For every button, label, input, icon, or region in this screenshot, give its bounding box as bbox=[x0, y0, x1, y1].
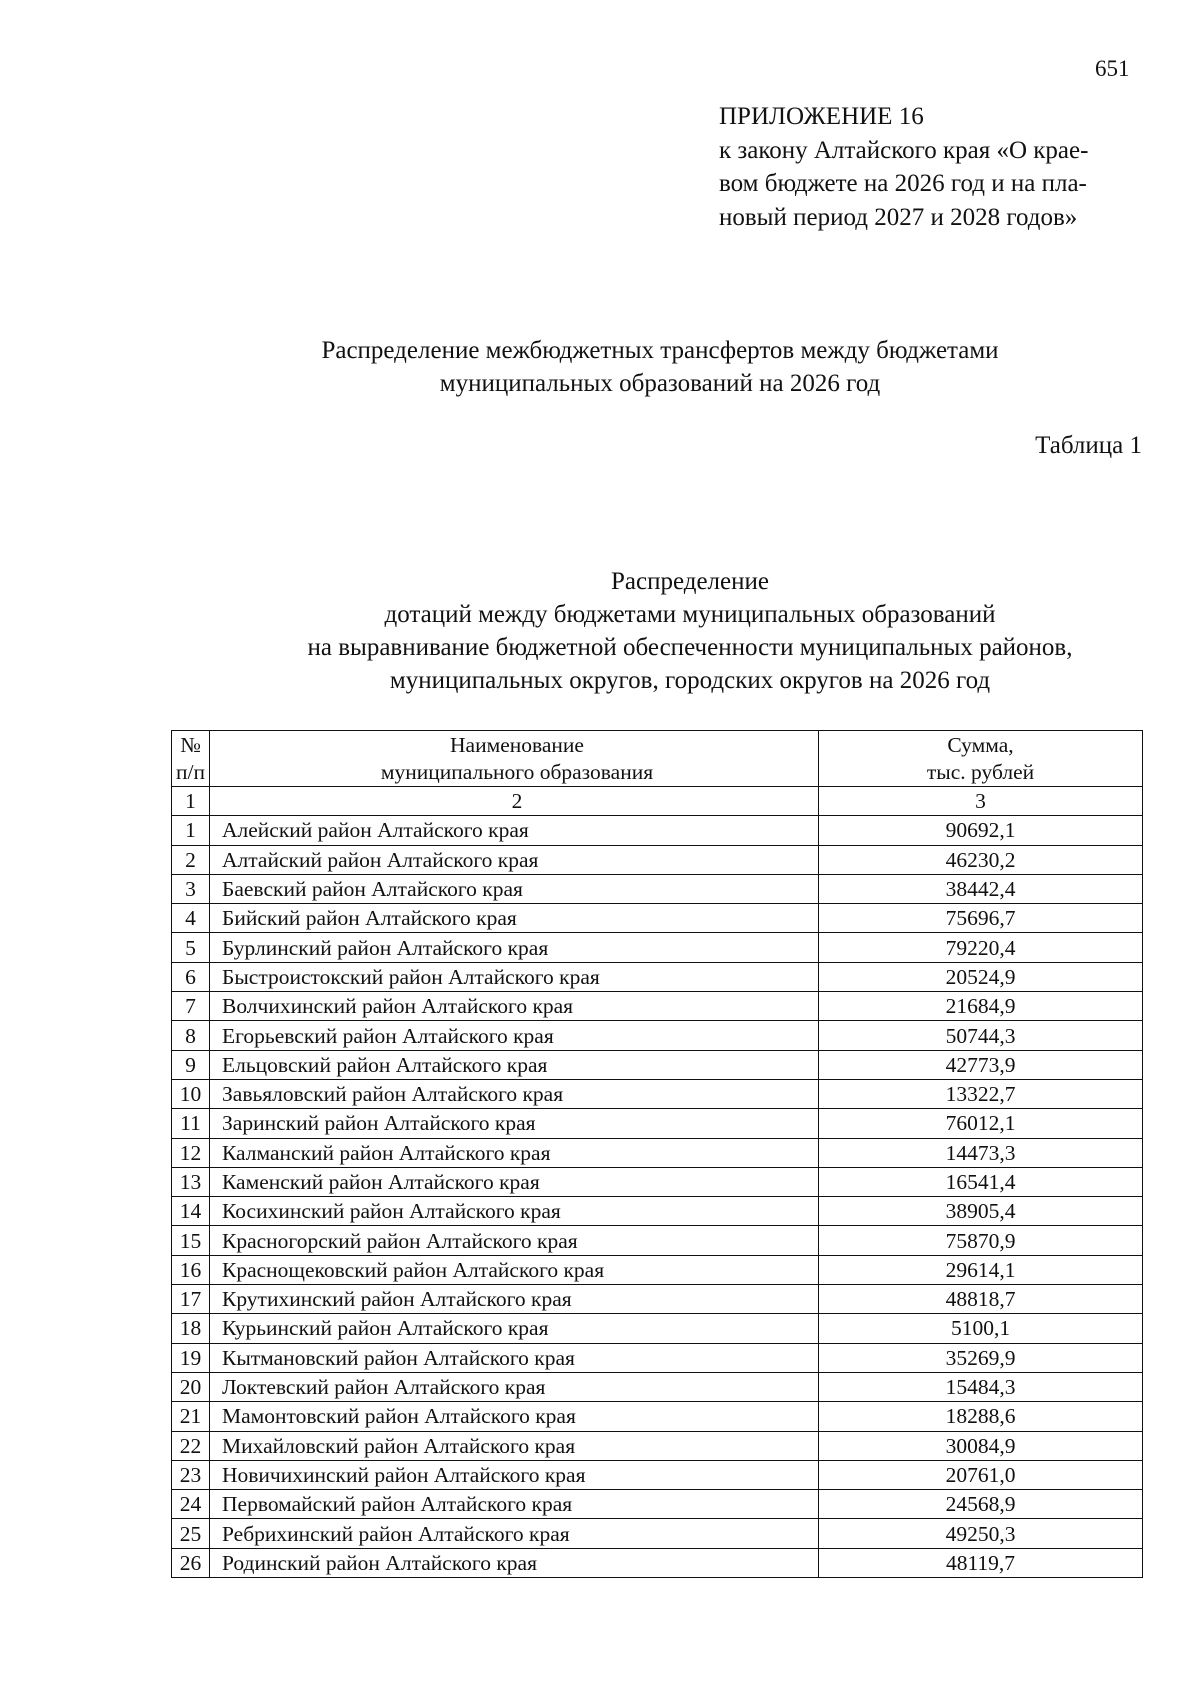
row-sum: 79220,4 bbox=[819, 933, 1143, 962]
row-number: 19 bbox=[172, 1343, 210, 1372]
municipality-name: Ельцовский район Алтайского края bbox=[210, 1050, 819, 1079]
row-number: 10 bbox=[172, 1079, 210, 1108]
row-sum: 75870,9 bbox=[819, 1226, 1143, 1255]
municipality-name: Ребрихинский район Алтайского края bbox=[210, 1519, 819, 1548]
row-sum: 38442,4 bbox=[819, 874, 1143, 903]
row-sum: 38905,4 bbox=[819, 1197, 1143, 1226]
table-row bbox=[172, 874, 1143, 903]
distribution-title-line: муниципальных округов, городских округов на 2026 год bbox=[389, 667, 991, 694]
row-number: 9 bbox=[172, 1050, 210, 1079]
row-sum: 16541,4 bbox=[819, 1167, 1143, 1196]
header-name: Наименование муниципального образования bbox=[210, 731, 819, 787]
row-sum: 29614,1 bbox=[819, 1255, 1143, 1284]
row-number: 5 bbox=[172, 933, 210, 962]
appendix-line: новый период 2027 и 2028 годов» bbox=[719, 203, 1078, 231]
municipality-name: Бийский район Алтайского края bbox=[210, 904, 819, 933]
row-sum: 18288,6 bbox=[819, 1402, 1143, 1431]
table-row bbox=[172, 1372, 1143, 1401]
table-row bbox=[172, 1138, 1143, 1167]
table-row bbox=[172, 1050, 1143, 1079]
row-number: 16 bbox=[172, 1255, 210, 1284]
row-sum: 15484,3 bbox=[819, 1372, 1143, 1401]
row-number: 17 bbox=[172, 1285, 210, 1314]
appendix-line: к закону Алтайского края «О крае- bbox=[719, 136, 1089, 164]
row-sum: 50744,3 bbox=[819, 1021, 1143, 1050]
row-sum: 46230,2 bbox=[819, 845, 1143, 874]
table-row bbox=[172, 1255, 1143, 1284]
row-sum: 20524,9 bbox=[819, 962, 1143, 991]
row-sum: 76012,1 bbox=[819, 1109, 1143, 1138]
row-number: 25 bbox=[172, 1519, 210, 1548]
municipality-name: Каменский район Алтайского края bbox=[210, 1167, 819, 1196]
row-number: 2 bbox=[172, 845, 210, 874]
distribution-title-line: дотаций между бюджетами муниципальных образований bbox=[384, 601, 996, 628]
distribution-title-line: на выравнивание бюджетной обеспеченности муниципальных районов, bbox=[307, 634, 1073, 661]
column-number: 3 bbox=[819, 787, 1143, 816]
row-sum: 21684,9 bbox=[819, 992, 1143, 1021]
municipality-name: Локтевский район Алтайского края bbox=[210, 1372, 819, 1401]
column-numbers-row bbox=[172, 787, 1143, 816]
row-sum: 30084,9 bbox=[819, 1431, 1143, 1460]
table-row bbox=[172, 816, 1143, 845]
row-sum: 5100,1 bbox=[819, 1314, 1143, 1343]
distribution-title-line: Распределение bbox=[611, 568, 769, 595]
municipality-name: Михайловский район Алтайского края bbox=[210, 1431, 819, 1460]
table-row bbox=[172, 1021, 1143, 1050]
municipality-name: Волчихинский район Алтайского края bbox=[210, 992, 819, 1021]
row-number: 11 bbox=[172, 1109, 210, 1138]
row-number: 12 bbox=[172, 1138, 210, 1167]
municipality-name: Заринский район Алтайского края bbox=[210, 1109, 819, 1138]
municipality-name: Завьяловский район Алтайского края bbox=[210, 1079, 819, 1108]
row-number: 7 bbox=[172, 992, 210, 1021]
row-sum: 90692,1 bbox=[819, 816, 1143, 845]
municipality-name: Бурлинский район Алтайского края bbox=[210, 933, 819, 962]
row-number: 21 bbox=[172, 1402, 210, 1431]
appendix-line: ПРИЛОЖЕНИЕ 16 bbox=[719, 103, 924, 130]
table-row bbox=[172, 1314, 1143, 1343]
table-row bbox=[172, 1490, 1143, 1519]
row-sum: 48818,7 bbox=[819, 1285, 1143, 1314]
table-row bbox=[172, 1167, 1143, 1196]
row-number: 13 bbox=[172, 1167, 210, 1196]
table-row bbox=[172, 1402, 1143, 1431]
table-label: Таблица 1 bbox=[1035, 432, 1142, 459]
column-number: 1 bbox=[172, 787, 210, 816]
title-line: муниципальных образований на 2026 год bbox=[439, 370, 881, 397]
municipality-name: Курьинский район Алтайского края bbox=[210, 1314, 819, 1343]
appendix-heading bbox=[719, 100, 1088, 234]
municipality-name: Баевский район Алтайского края bbox=[210, 874, 819, 903]
table-row bbox=[172, 1285, 1143, 1314]
table-row bbox=[172, 933, 1143, 962]
row-number: 4 bbox=[172, 904, 210, 933]
table-row bbox=[172, 1343, 1143, 1372]
row-sum: 20761,0 bbox=[819, 1460, 1143, 1489]
table-row bbox=[172, 962, 1143, 991]
table-row bbox=[172, 845, 1143, 874]
row-number: 15 bbox=[172, 1226, 210, 1255]
municipality-name: Первомайский район Алтайского края bbox=[210, 1490, 819, 1519]
document-title bbox=[160, 334, 1160, 400]
row-number: 14 bbox=[172, 1197, 210, 1226]
table-row bbox=[172, 1431, 1143, 1460]
municipality-name: Новичихинский район Алтайского края bbox=[210, 1460, 819, 1489]
row-number: 26 bbox=[172, 1548, 210, 1577]
municipality-name: Крутихинский район Алтайского края bbox=[210, 1285, 819, 1314]
header-number: № п/п bbox=[172, 731, 210, 787]
appendix-line: вом бюджете на 2026 год и на пла- bbox=[719, 170, 1087, 197]
table-row bbox=[172, 1079, 1143, 1108]
table-row bbox=[172, 904, 1143, 933]
table-row bbox=[172, 1109, 1143, 1138]
row-sum: 75696,7 bbox=[819, 904, 1143, 933]
municipality-name: Мамонтовский район Алтайского края bbox=[210, 1402, 819, 1431]
row-sum: 13322,7 bbox=[819, 1079, 1143, 1108]
municipality-name: Егорьевский район Алтайского края bbox=[210, 1021, 819, 1050]
row-number: 18 bbox=[172, 1314, 210, 1343]
row-number: 23 bbox=[172, 1460, 210, 1489]
municipality-name: Кытмановский район Алтайского края bbox=[210, 1343, 819, 1372]
row-sum: 48119,7 bbox=[819, 1548, 1143, 1577]
row-number: 3 bbox=[172, 874, 210, 903]
municipality-name: Быстроистокский район Алтайского края bbox=[210, 962, 819, 991]
row-sum: 42773,9 bbox=[819, 1050, 1143, 1079]
table-row bbox=[172, 1197, 1143, 1226]
row-number: 24 bbox=[172, 1490, 210, 1519]
row-number: 1 bbox=[172, 816, 210, 845]
table-row bbox=[172, 1226, 1143, 1255]
municipality-name: Краснощековский район Алтайского края bbox=[210, 1255, 819, 1284]
row-number: 8 bbox=[172, 1021, 210, 1050]
table-row bbox=[172, 1548, 1143, 1577]
title-line: Распределение межбюджетных трансфертов между бюджетами bbox=[321, 337, 999, 364]
table-header-row bbox=[172, 731, 1143, 787]
subsidies-table bbox=[171, 730, 1143, 1578]
column-number: 2 bbox=[210, 787, 819, 816]
table-row bbox=[172, 1460, 1143, 1489]
row-sum: 49250,3 bbox=[819, 1519, 1143, 1548]
table-row bbox=[172, 1519, 1143, 1548]
municipality-name: Алейский район Алтайского края bbox=[210, 816, 819, 845]
page-number: 651 bbox=[1095, 56, 1130, 81]
municipality-name: Родинский район Алтайского края bbox=[210, 1548, 819, 1577]
header-sum: Сумма, тыс. рублей bbox=[819, 731, 1143, 787]
row-sum: 14473,3 bbox=[819, 1138, 1143, 1167]
distribution-title bbox=[190, 565, 1190, 697]
table-row bbox=[172, 992, 1143, 1021]
row-sum: 35269,9 bbox=[819, 1343, 1143, 1372]
row-number: 22 bbox=[172, 1431, 210, 1460]
municipality-name: Алтайский район Алтайского края bbox=[210, 845, 819, 874]
row-number: 20 bbox=[172, 1372, 210, 1401]
municipality-name: Косихинский район Алтайского края bbox=[210, 1197, 819, 1226]
municipality-name: Калманский район Алтайского края bbox=[210, 1138, 819, 1167]
row-number: 6 bbox=[172, 962, 210, 991]
row-sum: 24568,9 bbox=[819, 1490, 1143, 1519]
municipality-name: Красногорский район Алтайского края bbox=[210, 1226, 819, 1255]
